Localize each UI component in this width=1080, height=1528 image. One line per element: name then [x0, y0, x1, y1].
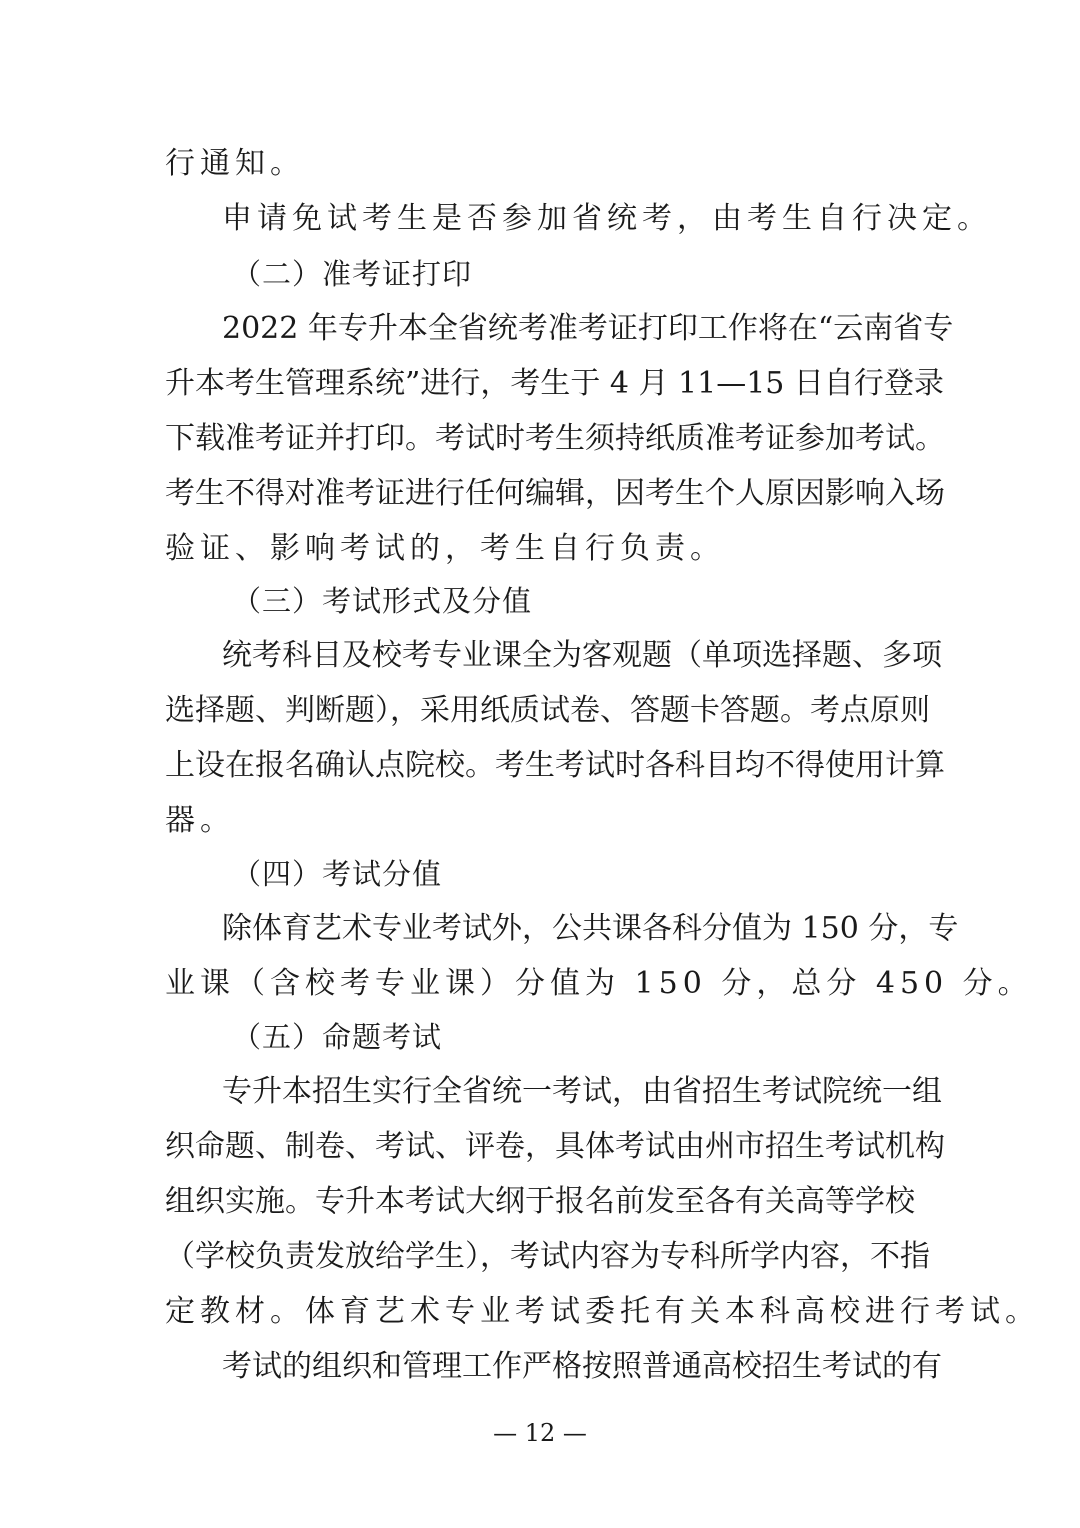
body-text-line: 器。	[165, 803, 235, 838]
body-text-line: 申请免试考生是否参加省统考，由考生自行决定。	[222, 201, 992, 236]
body-text-line: 升本考生管理系统”进行，考生于 4 月 11—15 日自行登录	[165, 366, 944, 401]
body-text-line: 定教材。体育艺术专业考试委托有关本科高校进行考试。	[165, 1294, 1040, 1329]
body-text-line: 上设在报名确认点院校。考生考试时各科目均不得使用计算	[165, 748, 945, 783]
section-heading: （四）考试分值	[232, 857, 443, 891]
body-text-line: 考试的组织和管理工作严格按照普通高校招生考试的有	[222, 1349, 942, 1384]
section-heading: （二）准考证打印	[232, 257, 473, 291]
body-text-line: 下载准考证并打印。考试时考生须持纸质准考证参加考试。	[165, 421, 945, 456]
body-text-line: 选择题、判断题），采用纸质试卷、答题卡答题。考点原则	[165, 693, 930, 728]
body-text-line: 业课（含校考专业课）分值为 150 分，总分 450 分。	[165, 966, 1033, 1001]
body-text-line: 织命题、制卷、考试、评卷，具体考试由州市招生考试机构	[165, 1129, 945, 1164]
body-text-line: 专升本招生实行全省统一考试，由省招生考试院统一组	[222, 1074, 942, 1109]
body-text-line: 除体育艺术专业考试外，公共课各科分值为 150 分，专	[222, 911, 959, 946]
page-number: — 12 —	[493, 1419, 587, 1447]
body-text-line: 验证、影响考试的，考生自行负责。	[165, 531, 725, 566]
body-text-line: 考生不得对准考证进行任何编辑，因考生个人原因影响入场	[165, 476, 945, 511]
body-text-line: （学校负责发放给学生），考试内容为专科所学内容，不指	[165, 1239, 930, 1274]
section-heading: （五）命题考试	[232, 1020, 443, 1054]
body-text-line: 组织实施。专升本考试大纲于报名前发至各有关高等学校	[165, 1184, 915, 1219]
body-text-line: 统考科目及校考专业课全为客观题（单项选择题、多项	[222, 638, 942, 673]
section-heading: （三）考试形式及分值	[232, 584, 533, 618]
body-text-line: 行通知。	[165, 146, 305, 181]
body-text-line: 2022 年专升本全省统考准考证打印工作将在“云南省专	[222, 311, 954, 346]
